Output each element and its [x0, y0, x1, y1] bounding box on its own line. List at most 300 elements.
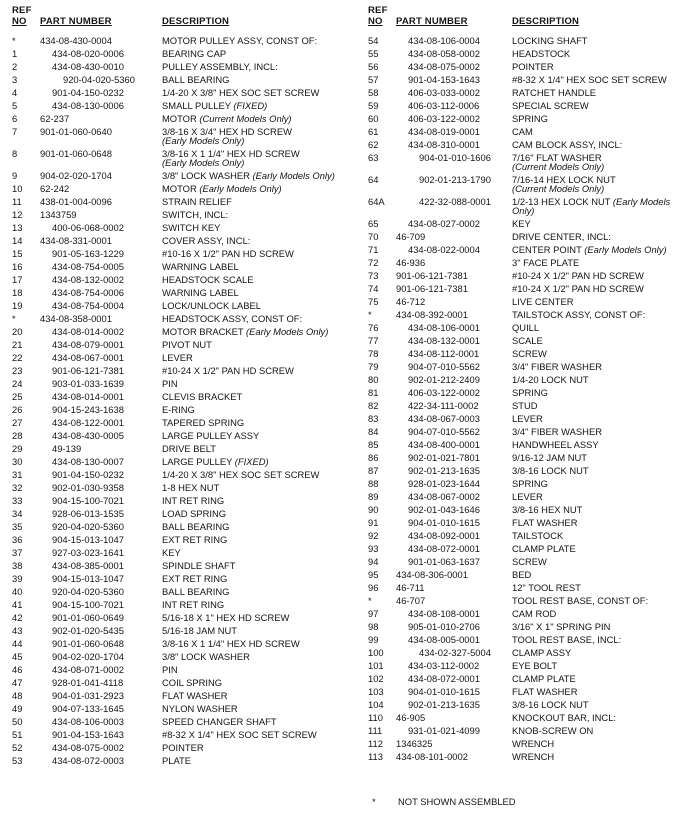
description — [162, 301, 261, 311]
parts-row — [0, 637, 350, 650]
parts-row — [350, 195, 700, 217]
description — [512, 401, 538, 411]
parts-row — [350, 620, 700, 633]
parts-row — [350, 750, 700, 763]
ref-no: 44 — [12, 638, 23, 649]
part-number: 901-04-150-0232 — [52, 87, 124, 98]
parts-row — [350, 633, 700, 646]
parts-row — [0, 273, 350, 286]
ref-no: * — [12, 35, 16, 46]
part-number: 920-04-020-5360 — [63, 74, 135, 85]
description — [162, 171, 335, 181]
description-text: #8-32 X 1/4" HEX SOC SET SCREW — [512, 73, 667, 85]
part-number: 434-08-122-0001 — [52, 417, 124, 428]
parts-row — [350, 151, 700, 173]
parts-row — [350, 112, 700, 125]
description-note: (FIXED) — [234, 455, 269, 467]
ref-no: 7 — [12, 126, 18, 137]
description-text: MOTOR — [162, 112, 197, 124]
parts-row — [0, 73, 350, 86]
part-number: 901-06-121-7381 — [396, 283, 468, 294]
description — [512, 349, 547, 359]
parts-row — [0, 208, 350, 221]
ref-header: REF — [12, 5, 32, 16]
ref-no: 20 — [12, 326, 23, 337]
description-text: 7/16-14 HEX LOCK NUT — [512, 173, 616, 185]
part-number: 434-08-400-0001 — [408, 439, 480, 450]
part-number: 46-936 — [396, 257, 426, 268]
description — [162, 626, 237, 636]
description-text: LEVER — [512, 490, 543, 502]
parts-row — [0, 429, 350, 442]
description — [512, 36, 588, 46]
ref-no: 78 — [368, 348, 379, 359]
part-number: 434-08-005-0001 — [408, 634, 480, 645]
part-number: 46-707 — [396, 595, 426, 606]
description — [162, 509, 226, 519]
description — [162, 743, 204, 753]
ref-no: 95 — [368, 569, 379, 580]
ref-no: 25 — [12, 391, 23, 402]
description-text: INT RET RING — [162, 494, 225, 506]
description — [162, 691, 227, 701]
left-parts-list — [0, 34, 350, 767]
description-text: LEVER — [512, 412, 543, 424]
ref-no: 23 — [12, 365, 23, 376]
ref-no: 75 — [368, 296, 379, 307]
ref-no: 62 — [368, 139, 379, 150]
part-number: 434-08-075-0002 — [408, 61, 480, 72]
ref-no: 93 — [368, 543, 379, 554]
parts-row — [0, 299, 350, 312]
ref-no: 61 — [368, 126, 379, 137]
ref-no: 96 — [368, 582, 379, 593]
description-text: SPECIAL SCREW — [512, 99, 589, 111]
parts-row — [350, 698, 700, 711]
ref-no: 57 — [368, 74, 379, 85]
parts-row — [0, 364, 350, 377]
parts-row — [0, 728, 350, 741]
parts-row — [350, 646, 700, 659]
description — [162, 236, 250, 246]
part-number: 434-08-112-0001 — [408, 348, 480, 359]
ref-no: 16 — [12, 261, 23, 272]
ref-no: 97 — [368, 608, 379, 619]
ref-no: 86 — [368, 452, 379, 463]
part-number: 434-08-754-0005 — [52, 261, 124, 272]
description-text: BEARING CAP — [162, 47, 227, 59]
description-text: WARNING LABEL — [162, 260, 239, 272]
description — [512, 713, 616, 723]
description — [512, 609, 556, 619]
description-text: PIN — [162, 377, 178, 389]
part-number: 904-15-013-1047 — [52, 534, 124, 545]
parts-row — [0, 481, 350, 494]
parts-row — [0, 260, 350, 273]
part-number: 434-08-130-0007 — [52, 456, 124, 467]
description-text: 9/16-12 JAM NUT — [512, 451, 588, 463]
part-number: 406-03-122-0002 — [408, 387, 480, 398]
description — [162, 483, 219, 493]
description — [512, 466, 589, 476]
description — [162, 639, 300, 649]
part-number: 422-34-111-0002 — [408, 400, 479, 411]
part-number: 46-709 — [396, 231, 426, 242]
description — [512, 453, 587, 463]
part-number: 904-07-133-1645 — [52, 703, 124, 714]
ref-no: 60 — [368, 113, 379, 124]
parts-row — [0, 312, 350, 325]
part-number: 902-01-212-2409 — [408, 374, 480, 385]
ref-no: 58 — [368, 87, 379, 98]
parts-row — [350, 243, 700, 256]
description — [512, 752, 554, 762]
part-number: 434-08-067-0003 — [408, 413, 480, 424]
part-number: 406-03-033-0002 — [408, 87, 480, 98]
description — [512, 62, 554, 72]
part-number: 434-08-079-0001 — [52, 339, 124, 350]
parts-row — [350, 173, 700, 195]
part-number: 434-08-019-0001 — [408, 126, 480, 137]
part-number: 904-07-010-5562 — [408, 361, 480, 372]
description-text: DRIVE CENTER, INCL: — [512, 230, 611, 242]
description-text: LOCKING SHAFT — [512, 34, 588, 46]
parts-row — [0, 377, 350, 390]
description-text: CAM — [512, 125, 533, 137]
parts-row — [350, 73, 700, 86]
description — [512, 687, 577, 697]
description-text: EXT RET RING — [162, 572, 228, 584]
description — [512, 175, 616, 194]
part-number: 46-905 — [396, 712, 426, 723]
ref-no: 76 — [368, 322, 379, 333]
description — [512, 127, 533, 137]
part-number: 434-08-331-0001 — [40, 235, 112, 246]
description — [512, 700, 589, 710]
description-text: #10-24 X 1/2" PAN HD SCREW — [512, 282, 644, 294]
description-text: MOTOR BRACKET — [162, 325, 244, 337]
description — [162, 613, 289, 623]
description — [512, 49, 570, 59]
part-number: 434-08-058-0002 — [408, 48, 480, 59]
parts-row — [350, 672, 700, 685]
description-text: BALL BEARING — [162, 520, 230, 532]
part-number: 903-01-033-1639 — [52, 378, 124, 389]
description — [162, 366, 294, 376]
description — [162, 249, 294, 259]
part-number: 901-01-063-1637 — [408, 556, 480, 567]
description-text: CLEVIS BRACKET — [162, 390, 243, 402]
part-number: 62-242 — [40, 183, 70, 194]
ref-no: 53 — [12, 755, 23, 766]
ref-no: 51 — [12, 729, 23, 740]
ref-no: 21 — [12, 339, 23, 350]
part-number: 928-06-013-1535 — [52, 508, 124, 519]
description-text: CAM BLOCK ASSY, INCL: — [512, 138, 623, 150]
description-text: MOTOR PULLEY ASSY, CONST OF: — [162, 34, 318, 46]
description-text: KNOCKOUT BAR, INCL: — [512, 711, 617, 723]
ref-no: 35 — [12, 521, 23, 532]
ref-no: * — [12, 313, 16, 324]
ref-no: 42 — [12, 612, 23, 623]
description-text: SPRING — [512, 386, 548, 398]
description-text: BALL BEARING — [162, 73, 230, 85]
description — [162, 288, 239, 298]
description — [162, 600, 224, 610]
description — [512, 570, 531, 580]
description-text: 1-8 HEX NUT — [162, 481, 220, 493]
ref-no: 49 — [12, 703, 23, 714]
parts-row — [0, 663, 350, 676]
part-number: 434-08-385-0001 — [52, 560, 124, 571]
description — [512, 596, 648, 606]
part-number: 901-01-060-0648 — [52, 638, 124, 649]
part-number: 434-08-014-0001 — [52, 391, 124, 402]
part-number: 904-02-020-1704 — [40, 170, 112, 181]
ref-no: 28 — [12, 430, 23, 441]
parts-row — [350, 412, 700, 425]
description — [162, 496, 224, 506]
parts-row — [0, 442, 350, 455]
ref-no: 9 — [12, 170, 18, 181]
description-text: BED — [512, 568, 532, 580]
part-number: 928-01-023-1644 — [408, 478, 480, 489]
description — [162, 457, 269, 467]
ref-no: 19 — [12, 300, 23, 311]
description — [512, 544, 576, 554]
description-text: PULLEY ASSEMBLY, INCL: — [162, 60, 278, 72]
parts-row — [350, 737, 700, 750]
description-text: COIL SPRING — [162, 676, 223, 688]
description-text: RATCHET HANDLE — [512, 86, 597, 98]
parts-row — [350, 659, 700, 672]
ref-no: 36 — [12, 534, 23, 545]
ref-no: 29 — [12, 443, 23, 454]
part-number: 904-02-020-1704 — [52, 651, 124, 662]
description-text: STUD — [512, 399, 538, 411]
description — [162, 197, 232, 207]
part-number: 902-01-213-1635 — [408, 465, 480, 476]
ref-no: 73 — [368, 270, 379, 281]
part-number: 434-08-430-0004 — [40, 35, 112, 46]
description-text: EXT RET RING — [162, 533, 228, 545]
description-text: KNOB-SCREW ON — [512, 724, 594, 736]
part-number: 434-08-106-0001 — [408, 322, 480, 333]
part-number: 434-08-022-0004 — [408, 244, 480, 255]
part-number: 902-01-030-9358 — [52, 482, 124, 493]
description-text: POINTER — [162, 741, 204, 753]
description-text: 1/4-20 X 3/8" HEX SOC SET SCREW — [162, 468, 320, 480]
description — [512, 388, 548, 398]
description-note: (Early Models Only) — [162, 157, 245, 168]
parts-row — [350, 347, 700, 360]
parts-row — [350, 230, 700, 243]
description — [512, 297, 573, 307]
description-header: DESCRIPTION — [512, 16, 580, 27]
description — [162, 535, 227, 545]
description — [162, 210, 228, 220]
ref-no: * — [368, 309, 372, 320]
description-text: 5/16-18 JAM NUT — [162, 624, 238, 636]
description — [162, 704, 238, 714]
ref-no: 80 — [368, 374, 379, 385]
parts-row — [350, 425, 700, 438]
parts-row — [0, 507, 350, 520]
ref-no: 46 — [12, 664, 23, 675]
description — [162, 223, 220, 233]
part-number: 438-01-004-0096 — [40, 196, 112, 207]
description-text: MOTOR — [162, 182, 197, 194]
part-number: 920-04-020-5360 — [52, 521, 124, 532]
ref-no: 24 — [12, 378, 23, 389]
ref-no: 83 — [368, 413, 379, 424]
description — [512, 101, 589, 111]
description — [512, 258, 579, 268]
part-number: 434-08-132-0001 — [408, 335, 480, 346]
parts-row — [0, 494, 350, 507]
ref-no: 71 — [368, 244, 379, 255]
parts-row — [350, 503, 700, 516]
description-note: (FIXED) — [233, 99, 268, 111]
ref-no: 79 — [368, 361, 379, 372]
parts-row — [350, 321, 700, 334]
parts-row — [0, 676, 350, 689]
parts-row — [350, 594, 700, 607]
parts-row — [350, 386, 700, 399]
description — [162, 127, 292, 146]
description-text: 1/4-20 LOCK NUT — [512, 373, 589, 385]
part-number: 434-08-430-0005 — [52, 430, 124, 441]
description-text: CLAMP ASSY — [512, 646, 572, 658]
description-text: PLATE — [162, 754, 192, 766]
description — [162, 114, 292, 124]
description-text: SWITCH, INCL: — [162, 208, 229, 220]
part-number: 434-08-358-0001 — [40, 313, 112, 324]
part-number: 928-01-041-4118 — [52, 677, 124, 688]
description-text: SCREW — [512, 555, 547, 567]
ref-no: 113 — [368, 751, 383, 762]
description — [162, 353, 193, 363]
description-note: (Early Models — [612, 195, 671, 207]
description — [512, 505, 582, 515]
description-text: POINTER — [512, 60, 554, 72]
ref-no: 98 — [368, 621, 379, 632]
ref-no: 100 — [368, 647, 384, 658]
ref-no: 91 — [368, 517, 379, 528]
description — [512, 284, 644, 294]
part-number: 904-01-031-2923 — [52, 690, 124, 701]
parts-row — [0, 169, 350, 182]
parts-row — [350, 125, 700, 138]
parts-row — [350, 47, 700, 60]
part-number: 400-06-068-0002 — [52, 222, 124, 233]
parts-row — [0, 572, 350, 585]
parts-row — [350, 516, 700, 529]
ref-no: 89 — [368, 491, 379, 502]
ref-no: 18 — [12, 287, 23, 298]
description — [162, 730, 317, 740]
ref-no: 27 — [12, 417, 23, 428]
part-number: 422-32-088-0001 — [419, 196, 491, 207]
part-number: 904-15-100-7021 — [52, 495, 124, 506]
ref-no: 13 — [12, 222, 23, 233]
part-number: 1346325 — [396, 738, 433, 749]
description-text: #10-16 X 1/2" PAN HD SCREW — [162, 247, 294, 259]
part-number: 901-04-153-1643 — [408, 74, 480, 85]
part-number: 46-712 — [396, 296, 426, 307]
parts-row — [350, 295, 700, 308]
part-number: 434-08-306-0001 — [396, 569, 468, 580]
parts-row — [350, 542, 700, 555]
part-number: 902-01-213-1790 — [419, 174, 491, 185]
ref-no: 70 — [368, 231, 379, 242]
parts-row — [350, 99, 700, 112]
parts-row — [0, 455, 350, 468]
part-number: 904-01-010-1615 — [408, 686, 480, 697]
description — [162, 314, 302, 324]
part-number: 1343759 — [40, 209, 77, 220]
parts-row — [350, 217, 700, 230]
part-number: 434-08-072-0001 — [408, 543, 480, 554]
part-number: 434-08-067-0002 — [408, 491, 480, 502]
description-text: 3" FACE PLATE — [512, 256, 580, 268]
description — [162, 340, 212, 350]
ref-no: 31 — [12, 469, 23, 480]
part-number: 434-08-020-0006 — [52, 48, 124, 59]
parts-row — [350, 360, 700, 373]
parts-row — [0, 546, 350, 559]
ref-no: 32 — [12, 482, 23, 493]
description-text: 3/8" LOCK WASHER — [162, 650, 250, 662]
ref-no: 65 — [368, 218, 379, 229]
description-text: KEY — [162, 546, 181, 558]
part-number: 434-02-327-5004 — [419, 647, 491, 658]
description-text: WRENCH — [512, 737, 555, 749]
description-text: 1/4-20 X 3/8" HEX SOC SET SCREW — [162, 86, 320, 98]
parts-row — [0, 520, 350, 533]
parts-row — [0, 325, 350, 338]
description — [162, 561, 235, 571]
parts-row — [350, 464, 700, 477]
part-number: 901-01-060-0648 — [40, 148, 112, 159]
parts-row — [350, 138, 700, 151]
right-parts-list — [350, 34, 700, 763]
description — [512, 492, 543, 502]
description — [512, 583, 581, 593]
description-text: 12" TOOL REST — [512, 581, 581, 593]
parts-row — [350, 60, 700, 73]
ref-no: 50 — [12, 716, 23, 727]
description — [162, 444, 216, 454]
description-text: 3/8-16 X 3/4" HEX HD SCREW — [162, 125, 292, 137]
parts-row — [350, 490, 700, 503]
description — [162, 75, 229, 85]
description — [512, 219, 531, 229]
part-number: 904-15-243-1638 — [52, 404, 124, 415]
description-text: SCALE — [512, 334, 543, 346]
parts-row — [0, 125, 350, 147]
part-number: 902-01-043-1646 — [408, 504, 480, 515]
ref-no: 74 — [368, 283, 379, 294]
parts-row — [350, 282, 700, 295]
ref-no: 54 — [368, 35, 379, 46]
description-text: LARGE PULLEY ASSY — [162, 429, 260, 441]
ref-no: 4 — [12, 87, 18, 98]
parts-row — [350, 451, 700, 464]
parts-row — [350, 477, 700, 490]
parts-row — [350, 685, 700, 698]
parts-row — [350, 711, 700, 724]
